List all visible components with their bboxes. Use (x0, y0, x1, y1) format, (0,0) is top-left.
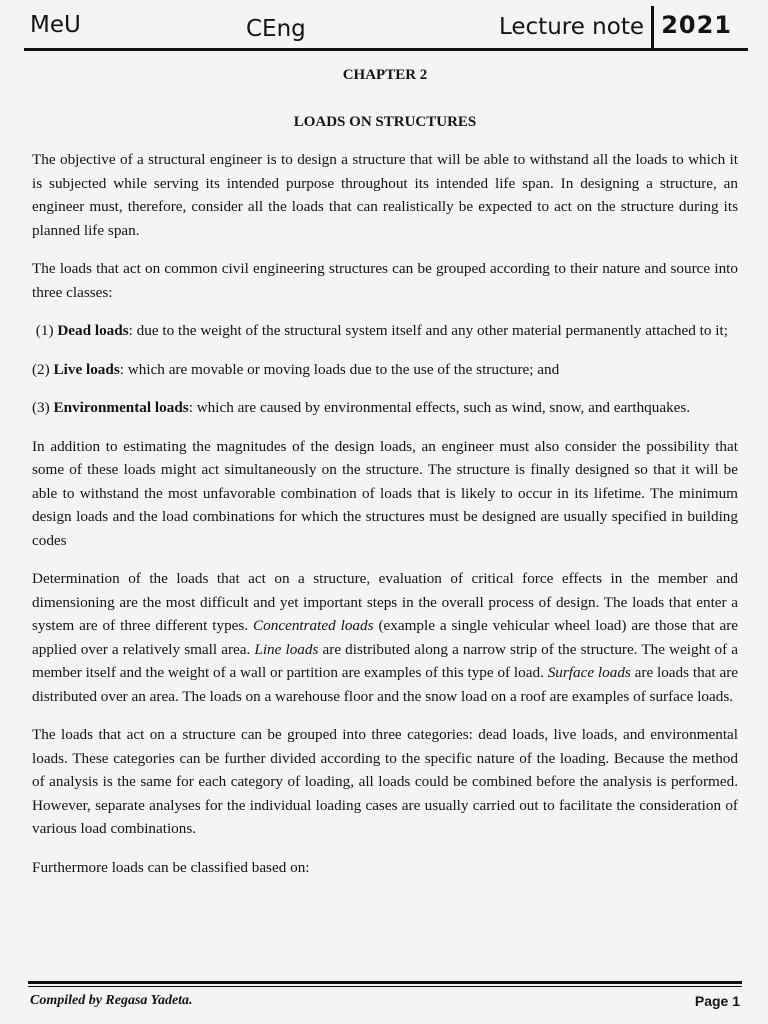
paragraph-objective: The objective of a structural engineer is to design a structure that will be able to withstand all the loads to which it is subjected while serving its intended purpose throughout its intended life span. In designing a structure, an engineer must, therefore, consider all the loads that can realistically be expected to act on the structure during its planned life span. (32, 151, 738, 239)
paragraph-classification: Furthermore loads can be classified based on: (32, 858, 310, 876)
item-text: : which are movable or moving loads due to the use of the structure; and (119, 360, 560, 378)
paragraph-load-types (32, 567, 738, 708)
paragraph-classes-intro: The loads that act on common civil engineering structures can be grouped according to their nature and source into three classes: (32, 260, 738, 301)
header-doc-type: Lecture note (498, 14, 644, 40)
item-text: : due to the weight of the structural system itself and any other material permanently attached to it; (128, 322, 728, 339)
text-segment: (example a single vehicular wheel load) are those that are applied over a relatively small area. (32, 617, 738, 658)
term-surface-loads: Surface loads (547, 664, 631, 681)
footer-page-number: Page 1 (694, 993, 740, 1009)
list-item-live-loads (32, 358, 738, 382)
paragraph-load-combinations: In addition to estimating the magnitudes of the design loads, an engineer must also consider the possibility that some of these loads might act simultaneously on the structure. The structure is finally designed so that it will be able to withstand the most unfavorable combination of loads that is likely to occur in its lifetime. The minimum design loads and the load combinations for which the structures must be designed are usually specified in building codes (32, 437, 738, 549)
footer-rule-thin (28, 986, 742, 987)
header-department: CEng (246, 16, 306, 42)
term-line-loads: Line loads (254, 640, 319, 658)
item-term: Dead loads (57, 322, 129, 339)
chapter-label: CHAPTER 2 (342, 67, 428, 83)
footer-author: Compiled by Regasa Yadeta. (30, 993, 193, 1008)
text-segment: Determination of the loads that act on a structure, evaluation of critical force effects in the member and dimensioning are the most difficult and yet important steps in the overall process of design. The loads that enter a system are of three different types. (32, 570, 738, 634)
chapter-title: LOADS ON STRUCTURES (293, 113, 477, 130)
document-body (32, 64, 738, 894)
list-item-environmental-loads (32, 396, 738, 420)
text-segment: are distributed along a narrow strip of the structure. The weight of a member itself and the weight of a wall or partition are examples of this type of load. (32, 640, 738, 681)
text-segment: are loads that are distributed over an area. The loads on a warehouse floor and the snow load on a roof are examples of surface loads. (32, 664, 739, 705)
item-text: : which are caused by environmental effects, such as wind, snow, and earthquakes. (188, 399, 691, 416)
item-number: (3) (32, 399, 50, 416)
item-term: Live loads (53, 360, 120, 378)
page-header (24, 6, 748, 51)
term-concentrated-loads: Concentrated loads (253, 617, 374, 634)
header-separator (651, 6, 654, 48)
footer-rule-thick (28, 981, 742, 984)
header-institution: MeU (30, 12, 81, 38)
list-item-dead-loads (32, 319, 738, 343)
header-year: 2021 (661, 11, 732, 39)
item-number: (1) (35, 322, 54, 339)
paragraph-load-categories: The loads that act on a structure can be grouped into three categories: dead loads, live loads, and environmental loads. These categories can be further divided according to the specific nature of the loading. Because the method of analysis is the same for each category of loading, all loads could be combined before the analysis is performed. However, separate analyses for the individual loading cases are usually carried out to facilitate the consideration of various load combinations. (32, 726, 738, 837)
item-term: Environmental loads (53, 399, 189, 416)
item-number: (2) (32, 360, 50, 378)
